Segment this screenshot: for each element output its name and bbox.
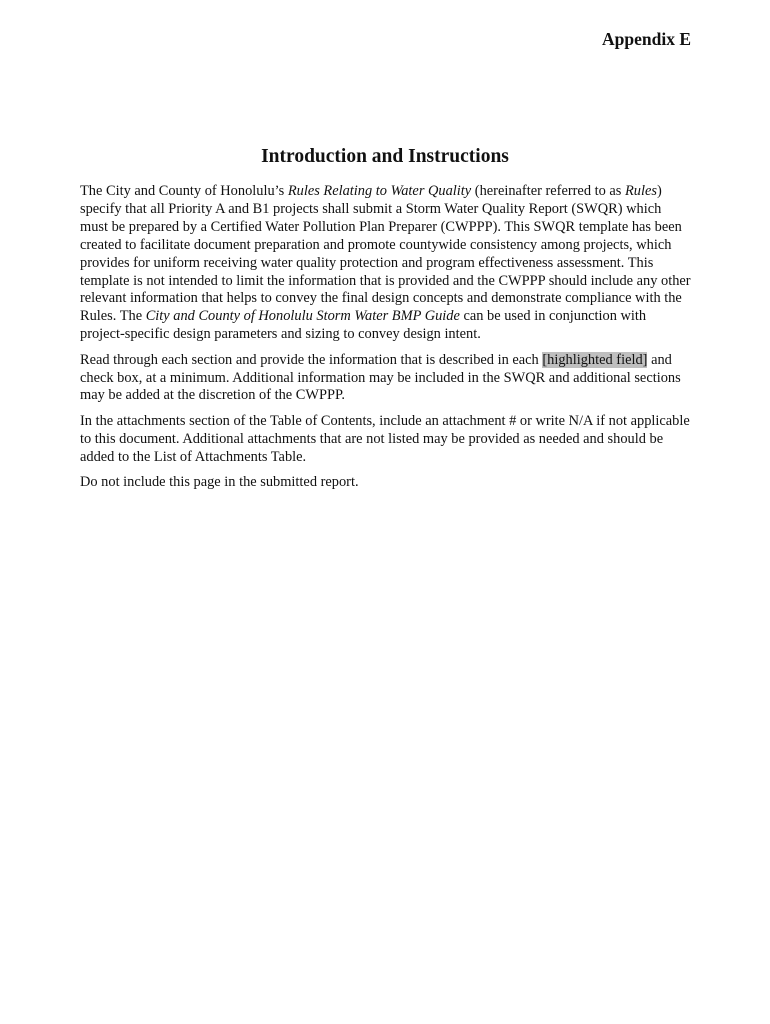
paragraph-attachments: In the attachments section of the Table of Contents, include an attachment # or write N/A if not applicable to this document. Additional attachments that are not listed may be provided as needed and should be added to the List of Attachments Table. (80, 412, 690, 465)
paragraph-text: Read through each section and provide the information that is described in each (80, 351, 543, 368)
rules-title-italic: Rules Relating to Water Quality (287, 183, 472, 199)
highlighted-field: [highlighted field] (542, 351, 648, 368)
paragraph-read-through (80, 352, 692, 406)
bmp-guide-italic: City and County of Honolulu Storm Water BMP Guide (145, 308, 460, 325)
paragraph-text: and check box, at a minimum. Additional information may be included in the SWQR and additional sections may be added at the discretion of the CWPPP. (80, 351, 681, 404)
appendix-label: Appendix E (602, 29, 691, 49)
rules-short-italic: Rules (625, 183, 657, 199)
document-body (80, 183, 692, 500)
paragraph-intro (80, 183, 692, 344)
page-title: Introduction and Instructions (261, 146, 509, 167)
paragraph-do-not-include: Do not include this page in the submitted report. (80, 474, 359, 491)
paragraph-text: (hereinafter referred to as (471, 183, 625, 199)
paragraph-text: ) specify that all Priority A and B1 projects shall submit a Storm Water Quality Report (SWQR) which must be prepared by a Certified Water Pollution Plan Preparer (CWPPP). This SWQR template has been created to facilitate document preparation and promote countywide consistency among projects, which provides for uniform receiving water quality protection and program effectiveness assessment. This template is not intended to limit the information that is provided and the CWPPP should include any other relevant information that helps to convey the final design concepts and demonstrate compliance with the Rules. The (80, 183, 691, 325)
paragraph-text: can be used in conjunction with project-specific design parameters and sizing to convey design intent. (80, 308, 647, 343)
paragraph-text: The City and County of Honolulu’s (80, 183, 288, 199)
